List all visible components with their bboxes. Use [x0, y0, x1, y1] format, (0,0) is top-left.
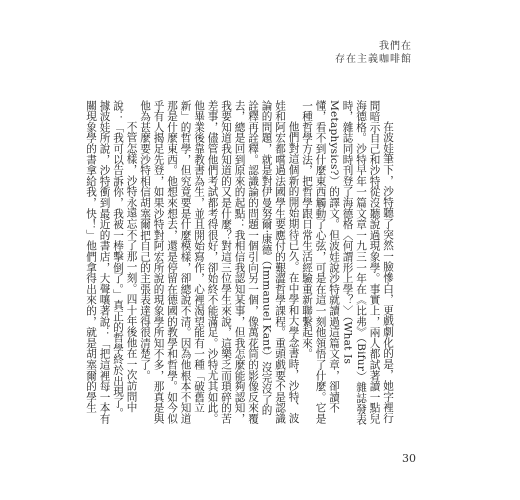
running-header — [335, 40, 412, 66]
paragraph-1: 在波娃筆下，沙特聽了突然一臉慘白，更戲劇化的是，她字裡行間暗示自己和沙特從沒聽說過現象學。事實上，兩人都試著讀一點兒海德格。沙特早年一篇文章一九三一年在《比弗》（Bifur）雜誌發表時，雜誌同時刊登了海德格〈何謂形上學？〉（What Is Metaphysics?）的譯文。但波娃說沙特就讀過這篇文章，卻讀不懂，看不到什麼東西觸動了心弦，可是在這一刻他領悟了什麼。它是一種哲學方法，把哲學跟日常生活經驗重新聯繫起來。 — [301, 100, 394, 426]
header-line-2: 存在主義咖啡館 — [335, 54, 412, 65]
page-number: 30 — [402, 452, 416, 465]
vertical-text-body — [85, 100, 394, 426]
header-line-1: 我們在 — [379, 41, 412, 52]
paragraph-3: 不管怎樣，沙特永遠忘不了那一刻。四十年後他在一次訪問中說：「我可以告訴你，我被一棒擊倒了。」真正的哲學終於出現了。據波娃所說，沙特衝到最近的書店，大聲嚷著說：「把這裡每一本有關現象學的書拿給我，快！」他們拿得出來的，就是胡塞爾的學生 — [85, 100, 138, 424]
paragraph-2: 他們對這個新的開始期待已久。在中學和大學念書時，沙特、波娃和阿宏都嚐過法國學生要應付的艱澀哲學課程。重頭戲要不是認識論的問題，就是對伊曼努爾‧康德（Immanuel Kant）沒完沒了的詮釋再詮釋。認識論的問題一個引向另一個，像萬花筒的影像反來覆去，總是回到原來的起點：我相信我認知某事，但我怎麼能夠認知，我要知道我知道的又是什麼？對這三位學生來說，這樂乏而瑣碎的苦差事，儘管他們考試都考得很好，卻始終不能滿足。沙特尤其如此。他畢業後靠教書為生，並且開始寫作，心裡渴望能有一種「破舊立新」的哲學，但究竟要是什麼模樣，卻總說不清。因為他根本不知道那是什麼東西。他想來想去，還是停留在德國的教學和哲學。如今似乎有人揭足先登，如果沙特對阿宏所說的現象學所知不多，那真是與他為甚麼要沙特相信胡塞爾把自己的主張表達得很清楚了。 — [139, 100, 300, 424]
